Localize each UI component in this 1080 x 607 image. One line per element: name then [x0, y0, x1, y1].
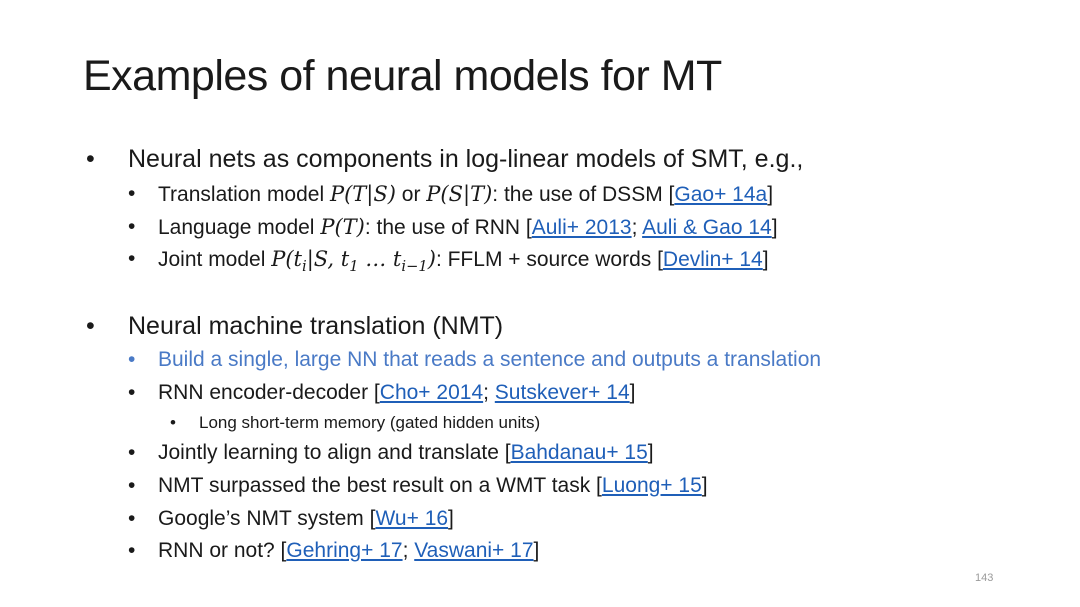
bullet-icon: •	[128, 348, 136, 371]
citation-link-cho-2014[interactable]: Cho+ 2014	[379, 381, 484, 404]
bullet-icon: •	[128, 182, 136, 205]
bullet-icon: •	[128, 247, 136, 270]
bullet-icon: •	[128, 474, 136, 497]
item-text: ]	[629, 381, 636, 404]
item-text: Language model	[158, 216, 321, 239]
citation-link-auli-2013[interactable]: Auli+ 2013	[531, 216, 632, 239]
bullet-icon: •	[128, 215, 136, 238]
citation-link-vaswani-17[interactable]: Vaswani+ 17	[414, 539, 534, 562]
item-text: Long short-term memory (gated hidden units)	[199, 413, 541, 432]
page-number: 143	[975, 572, 994, 584]
citation-link-bahdanau-15[interactable]: Bahdanau+ 15	[510, 441, 648, 464]
bullet-icon: •	[128, 539, 136, 562]
math-expression: P(T|S)	[329, 182, 396, 206]
citation-link-devlin-14[interactable]: Devlin+ 14	[662, 248, 763, 271]
citation-link-wu-16[interactable]: Wu+ 16	[375, 507, 449, 530]
item-text: ]	[701, 474, 708, 497]
item-text: RNN encoder-decoder [	[158, 381, 380, 404]
item-text: ;	[483, 381, 495, 404]
item-text: : FFLM + source words [	[435, 248, 663, 271]
item-text: NMT surpassed the best result on a WMT task [	[158, 474, 602, 497]
citation-link-gao-14a[interactable]: Gao+ 14a	[674, 183, 768, 206]
bullet-icon: •	[86, 145, 95, 173]
bullet-icon: •	[128, 381, 136, 404]
citation-link-auli-gao-14[interactable]: Auli & Gao 14	[642, 216, 772, 239]
item-text: RNN or not? [	[158, 539, 287, 562]
item-text: Joint model	[158, 248, 272, 271]
item-text: ]	[647, 441, 654, 464]
item-text: ]	[767, 183, 774, 206]
citation-link-luong-15[interactable]: Luong+ 15	[601, 474, 702, 497]
item-text: ]	[762, 248, 769, 271]
item-text: ]	[771, 216, 778, 239]
citation-link-sutskever-14[interactable]: Sutskever+ 14	[494, 381, 630, 404]
item-text: Build a single, large NN that reads a sentence and outputs a translation	[158, 348, 822, 371]
math-expression: $P(t_i|S$, $t_1$ … $t_{i-1}$)	[271, 247, 436, 276]
section-heading-text: Neural machine translation (NMT)	[128, 312, 504, 340]
item-text: ;	[402, 539, 415, 562]
bullet-icon: •	[128, 441, 136, 464]
item-text: or	[395, 183, 427, 206]
slide-title: Examples of neural models for MT	[83, 52, 722, 100]
bullet-icon: •	[170, 413, 176, 432]
item-text: : the use of RNN [	[364, 216, 532, 239]
item-text: Google’s NMT system [	[158, 507, 376, 530]
item-text: ]	[533, 539, 540, 562]
item-text: : the use of DSSM [	[492, 183, 675, 206]
section-heading-text: Neural nets as components in log-linear models of SMT, e.g.,	[128, 145, 804, 173]
bullet-icon: •	[128, 507, 136, 530]
math-expression: P(T)	[320, 215, 365, 239]
item-text: Translation model	[158, 183, 330, 206]
citation-link-gehring-17[interactable]: Gehring+ 17	[286, 539, 403, 562]
math-expression: P(S|T)	[426, 182, 493, 206]
bullet-icon: •	[86, 312, 95, 340]
item-text: ;	[631, 216, 643, 239]
item-text: ]	[448, 507, 454, 530]
item-text: Jointly learning to align and translate [	[158, 441, 511, 464]
